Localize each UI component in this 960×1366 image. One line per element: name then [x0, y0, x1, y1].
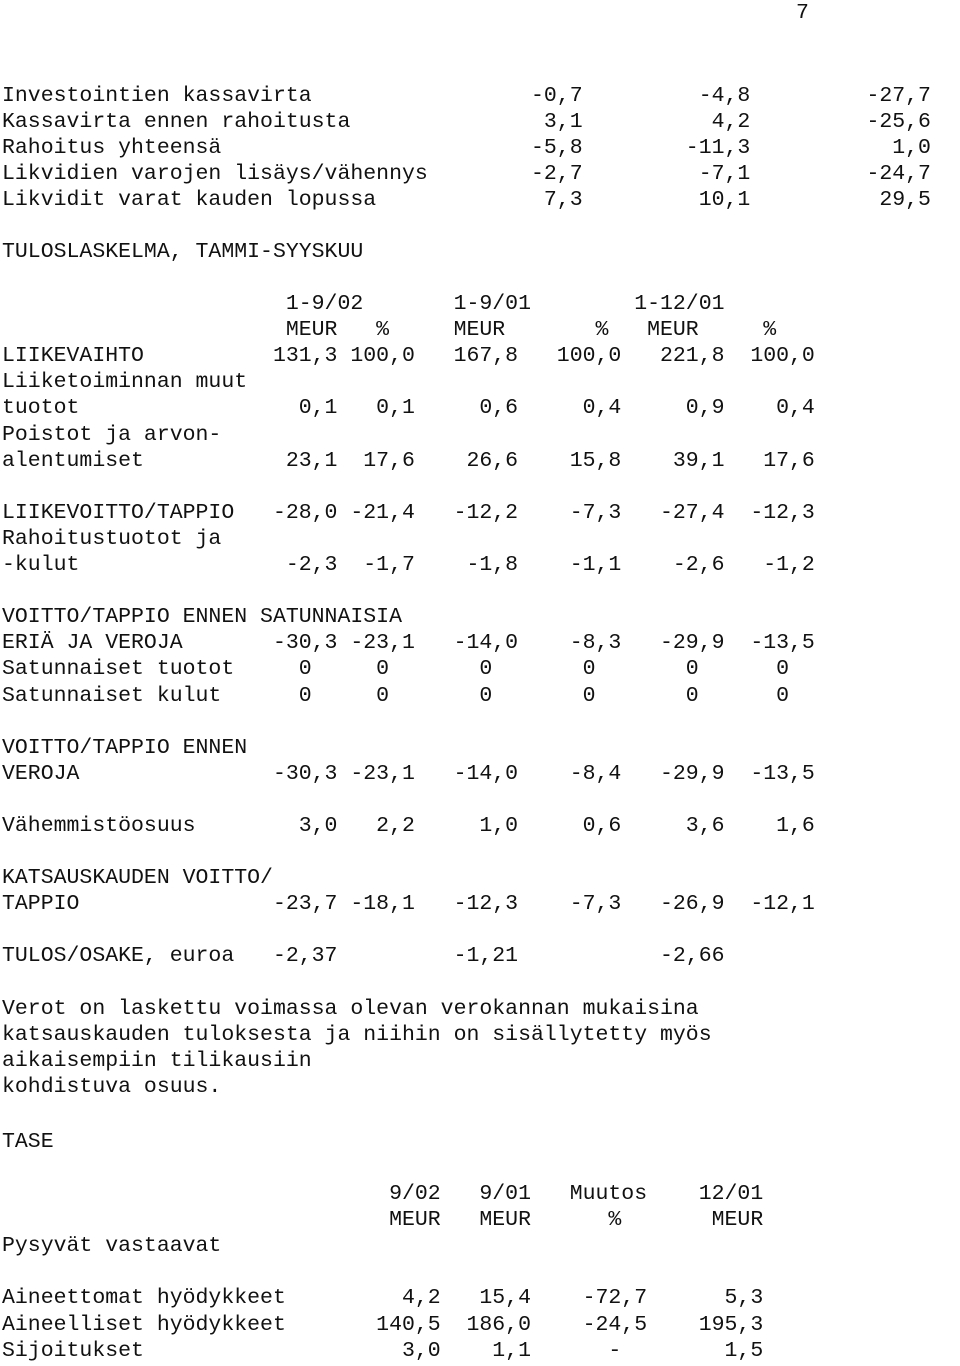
blank-line — [2, 839, 815, 865]
blank-line — [2, 265, 815, 291]
income-statement-row: Poistot ja arvon- — [2, 422, 222, 447]
cashflow-tail-block — [2, 83, 931, 213]
blank-line — [2, 578, 815, 604]
income-statement-row: LIIKEVOITTO/TAPPIO -28,0 -21,4 -12,2 -7,3 -27,4 -12,3 — [2, 500, 815, 525]
balance-sheet-row: 9/02 9/01 Muutos 12/01 — [2, 1182, 764, 1207]
balance-sheet-block — [2, 1155, 763, 1364]
income-statement-row: Satunnaiset tuotot 0 0 0 0 0 0 — [2, 657, 790, 682]
income-statement-row: Satunnaiset kulut 0 0 0 0 0 0 — [2, 683, 790, 708]
income-statement-row: LIIKEVAIHTO 131,3 100,0 167,8 100,0 221,8 100,0 — [2, 344, 815, 369]
cashflow-row: Rahoitus yhteensä -5,8 -11,3 1,0 — [2, 136, 931, 161]
cashflow-row: Kassavirta ennen rahoitusta 3,1 4,2 -25,6 — [2, 110, 931, 135]
blank-line — [2, 1155, 763, 1181]
balance-sheet-row: Aineettomat hyödykkeet 4,2 15,4 -72,7 5,3 — [2, 1286, 764, 1311]
balance-sheet-row: MEUR MEUR % MEUR — [2, 1208, 764, 1233]
balance-sheet-row: Sijoitukset 3,0 1,1 - 1,5 — [2, 1338, 764, 1363]
income-statement-block — [2, 265, 815, 1100]
blank-line — [2, 709, 815, 735]
income-statement-row: tuotot 0,1 0,1 0,6 0,4 0,9 0,4 — [2, 396, 815, 421]
income-statement-row: katsauskauden tuloksesta ja niihin on sisällytetty myös — [2, 1022, 712, 1047]
cashflow-row: Investointien kassavirta -0,7 -4,8 -27,7 — [2, 84, 931, 108]
income-statement-row: VOITTO/TAPPIO ENNEN — [2, 735, 248, 760]
income-statement-title: TULOSLASKELMA, TAMMI-SYYSKUU — [2, 240, 364, 264]
income-statement-row: alentumiset 23,1 17,6 26,6 15,8 39,1 17,6 — [2, 448, 815, 473]
income-statement-row: VEROJA -30,3 -23,1 -14,0 -8,4 -29,9 -13,5 — [2, 761, 815, 786]
income-statement-row: MEUR % MEUR % MEUR % — [2, 318, 777, 343]
blank-line — [2, 970, 815, 996]
cashflow-row: Likvidit varat kauden lopussa 7,3 10,1 29,5 — [2, 188, 931, 213]
income-statement-row: VOITTO/TAPPIO ENNEN SATUNNAISIA — [2, 605, 402, 630]
income-statement-row: Vähemmistöosuus 3,0 2,2 1,0 0,6 3,6 1,6 — [2, 813, 815, 838]
page-number: 7 — [796, 1, 809, 25]
income-statement-row: kohdistuva osuus. — [2, 1074, 222, 1099]
income-statement-row: Verot on laskettu voimassa olevan verokannan mukaisina — [2, 996, 699, 1021]
income-statement-row: TAPPIO -23,7 -18,1 -12,3 -7,3 -26,9 -12,1 — [2, 892, 815, 917]
blank-line — [2, 917, 815, 943]
income-statement-row: TULOS/OSAKE, euroa -2,37 -1,21 -2,66 — [2, 944, 725, 969]
balance-sheet-title: TASE — [2, 1130, 54, 1154]
income-statement-row: aikaisempiin tilikausiin — [2, 1048, 312, 1073]
income-statement-row: ERIÄ JA VEROJA -30,3 -23,1 -14,0 -8,3 -29,9 -13,5 — [2, 631, 815, 656]
balance-sheet-row: Pysyvät vastaavat — [2, 1234, 222, 1259]
income-statement-row: Liiketoiminnan muut — [2, 370, 248, 395]
income-statement-row: KATSAUSKAUDEN VOITTO/ — [2, 866, 273, 891]
income-statement-row: 1-9/02 1-9/01 1-12/01 — [2, 292, 725, 317]
income-statement-row: Rahoitustuotot ja — [2, 526, 222, 551]
blank-line — [2, 474, 815, 500]
blank-line — [2, 787, 815, 813]
balance-sheet-row: Aineelliset hyödykkeet 140,5 186,0 -24,5 195,3 — [2, 1312, 764, 1337]
cashflow-row: Likvidien varojen lisäys/vähennys -2,7 -7,1 -24,7 — [2, 162, 931, 187]
income-statement-row: -kulut -2,3 -1,7 -1,8 -1,1 -2,6 -1,2 — [2, 553, 815, 578]
blank-line — [2, 1259, 763, 1285]
